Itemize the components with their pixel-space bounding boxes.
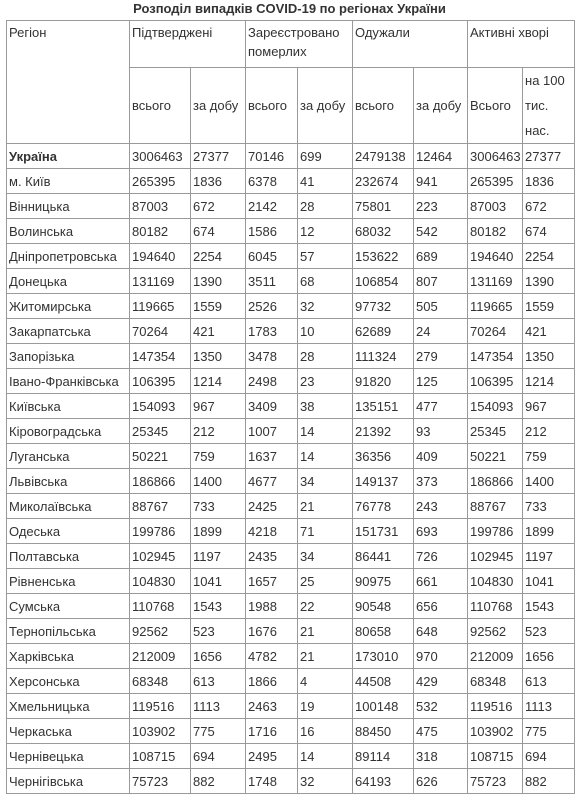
- deaths-total-cell: 3409: [246, 394, 298, 419]
- recovered-per-day-cell: 475: [414, 719, 468, 744]
- recovered-total-cell: 2479138: [353, 144, 414, 169]
- active-total-cell: 88767: [468, 494, 523, 519]
- active-total-cell: 212009: [468, 644, 523, 669]
- active-per-100k-cell: 1899: [523, 519, 575, 544]
- table-row: [7, 194, 575, 219]
- recovered-total-cell: 151731: [353, 519, 414, 544]
- table-row: [7, 669, 575, 694]
- table-row: [7, 244, 575, 269]
- recovered-group-header: Одужали: [353, 21, 468, 68]
- deaths-total-header: всього: [246, 68, 298, 144]
- deaths-total-cell: 6378: [246, 169, 298, 194]
- active-per-100k-cell: 694: [523, 744, 575, 769]
- active-per-100k-cell: 1836: [523, 169, 575, 194]
- recovered-total-cell: 36356: [353, 444, 414, 469]
- recovered-total-cell: 89114: [353, 744, 414, 769]
- deaths-per-day-cell: 12: [298, 219, 353, 244]
- confirmed-total-cell: 106395: [130, 369, 191, 394]
- recovered-per-day-cell: 626: [414, 769, 468, 794]
- region-name-cell: Закарпатська: [7, 319, 130, 344]
- region-name-cell: Сумська: [7, 594, 130, 619]
- table-row: [7, 519, 575, 544]
- recovered-total-cell: 153622: [353, 244, 414, 269]
- table-row: [7, 469, 575, 494]
- active-total-cell: 25345: [468, 419, 523, 444]
- table-row: [7, 544, 575, 569]
- recovered-total-cell: 106854: [353, 269, 414, 294]
- table-row: [7, 344, 575, 369]
- table-row: [7, 694, 575, 719]
- confirmed-total-cell: 108715: [130, 744, 191, 769]
- recovered-per-day-cell: 970: [414, 644, 468, 669]
- deaths-total-cell: 2435: [246, 544, 298, 569]
- confirmed-per-day-cell: 613: [191, 669, 246, 694]
- table-row: [7, 444, 575, 469]
- table-row-total: [7, 144, 575, 169]
- active-per-100k-cell: 523: [523, 619, 575, 644]
- confirmed-per-day-cell: 882: [191, 769, 246, 794]
- deaths-per-day-cell: 34: [298, 469, 353, 494]
- deaths-per-day-cell: 38: [298, 394, 353, 419]
- recovered-total-cell: 75801: [353, 194, 414, 219]
- active-per-100k-cell: 775: [523, 719, 575, 744]
- active-total-cell: 131169: [468, 269, 523, 294]
- active-per-100k-cell: 212: [523, 419, 575, 444]
- recovered-per-day-cell: 409: [414, 444, 468, 469]
- region-column-header: Регіон: [7, 21, 130, 144]
- recovered-per-day-cell: 125: [414, 369, 468, 394]
- recovered-total-cell: 173010: [353, 644, 414, 669]
- region-name-cell: Львівська: [7, 469, 130, 494]
- region-name-cell: Чернігівська: [7, 769, 130, 794]
- active-total-cell: 108715: [468, 744, 523, 769]
- active-per-100k-cell: 1400: [523, 469, 575, 494]
- active-total-cell: 199786: [468, 519, 523, 544]
- recovered-per-day-cell: 693: [414, 519, 468, 544]
- region-name-cell: Дніпропетровська: [7, 244, 130, 269]
- active-total-cell: 80182: [468, 219, 523, 244]
- region-name-cell: Запорізька: [7, 344, 130, 369]
- recovered-per-day-cell: 941: [414, 169, 468, 194]
- active-per-100k-cell: 1214: [523, 369, 575, 394]
- confirmed-per-day-header: за добу: [191, 68, 246, 144]
- confirmed-total-cell: 119516: [130, 694, 191, 719]
- confirmed-total-cell: 212009: [130, 644, 191, 669]
- active-per-100k-cell: 1390: [523, 269, 575, 294]
- deaths-per-day-cell: 68: [298, 269, 353, 294]
- deaths-per-day-cell: 21: [298, 644, 353, 669]
- confirmed-total-cell: 110768: [130, 594, 191, 619]
- active-per-100k-cell: 759: [523, 444, 575, 469]
- confirmed-total-cell: 131169: [130, 269, 191, 294]
- deaths-per-day-cell: 57: [298, 244, 353, 269]
- confirmed-total-cell: 103902: [130, 719, 191, 744]
- deaths-total-cell: 2495: [246, 744, 298, 769]
- confirmed-per-day-cell: 1899: [191, 519, 246, 544]
- recovered-per-day-cell: 807: [414, 269, 468, 294]
- active-total-cell: 104830: [468, 569, 523, 594]
- covid-regions-table: [6, 20, 575, 794]
- confirmed-per-day-cell: 1400: [191, 469, 246, 494]
- deaths-total-cell: 1586: [246, 219, 298, 244]
- table-row: [7, 394, 575, 419]
- recovered-per-day-cell: 24: [414, 319, 468, 344]
- deaths-per-day-cell: 14: [298, 444, 353, 469]
- active-total-cell: 154093: [468, 394, 523, 419]
- recovered-total-cell: 80658: [353, 619, 414, 644]
- recovered-total-cell: 88450: [353, 719, 414, 744]
- active-total-cell: 70264: [468, 319, 523, 344]
- deaths-total-cell: 1007: [246, 419, 298, 444]
- active-per-100k-cell: 1041: [523, 569, 575, 594]
- region-name-cell: Тернопільська: [7, 619, 130, 644]
- recovered-total-cell: 62689: [353, 319, 414, 344]
- region-name-cell: Луганська: [7, 444, 130, 469]
- confirmed-per-day-cell: 694: [191, 744, 246, 769]
- table-row: [7, 169, 575, 194]
- confirmed-total-cell: 102945: [130, 544, 191, 569]
- table-title: Розподіл випадків COVID-19 по регіонах України: [133, 1, 446, 16]
- table-row: [7, 419, 575, 444]
- confirmed-per-day-cell: 27377: [191, 144, 246, 169]
- table-row: [7, 269, 575, 294]
- confirmed-total-cell: 80182: [130, 219, 191, 244]
- region-name-cell: Волинська: [7, 219, 130, 244]
- deaths-per-day-cell: 4: [298, 669, 353, 694]
- recovered-total-cell: 64193: [353, 769, 414, 794]
- recovered-per-day-cell: 279: [414, 344, 468, 369]
- recovered-per-day-cell: 661: [414, 569, 468, 594]
- table-row: [7, 619, 575, 644]
- deaths-total-cell: 1676: [246, 619, 298, 644]
- active-total-cell: 102945: [468, 544, 523, 569]
- confirmed-total-cell: 25345: [130, 419, 191, 444]
- recovered-total-cell: 68032: [353, 219, 414, 244]
- deaths-per-day-header: за добу: [298, 68, 353, 144]
- recovered-total-cell: 21392: [353, 419, 414, 444]
- confirmed-per-day-cell: 759: [191, 444, 246, 469]
- deaths-total-cell: 2463: [246, 694, 298, 719]
- active-per-100k-cell: 1113: [523, 694, 575, 719]
- confirmed-per-day-cell: 1559: [191, 294, 246, 319]
- region-name-cell: м. Київ: [7, 169, 130, 194]
- region-name-cell: Харківська: [7, 644, 130, 669]
- confirmed-per-day-cell: 674: [191, 219, 246, 244]
- region-name-cell: Хмельницька: [7, 694, 130, 719]
- confirmed-total-cell: 147354: [130, 344, 191, 369]
- region-name-cell: Київська: [7, 394, 130, 419]
- deaths-per-day-cell: 19: [298, 694, 353, 719]
- active-per-100k-cell: 674: [523, 219, 575, 244]
- recovered-total-cell: 135151: [353, 394, 414, 419]
- confirmed-per-day-cell: 1390: [191, 269, 246, 294]
- deaths-per-day-cell: 16: [298, 719, 353, 744]
- confirmed-per-day-cell: 1197: [191, 544, 246, 569]
- confirmed-total-cell: 265395: [130, 169, 191, 194]
- deaths-per-day-cell: 32: [298, 294, 353, 319]
- deaths-per-day-cell: 22: [298, 594, 353, 619]
- region-name-cell: Полтавська: [7, 544, 130, 569]
- confirmed-per-day-cell: 1350: [191, 344, 246, 369]
- recovered-per-day-cell: 532: [414, 694, 468, 719]
- confirmed-total-cell: 70264: [130, 319, 191, 344]
- active-total-cell: 119516: [468, 694, 523, 719]
- table-row: [7, 569, 575, 594]
- recovered-per-day-cell: 726: [414, 544, 468, 569]
- recovered-total-cell: 44508: [353, 669, 414, 694]
- table-row: [7, 494, 575, 519]
- table-row: [7, 219, 575, 244]
- deaths-per-day-cell: 10: [298, 319, 353, 344]
- deaths-per-day-cell: 71: [298, 519, 353, 544]
- deaths-per-day-cell: 23: [298, 369, 353, 394]
- region-name-cell: Рівненська: [7, 569, 130, 594]
- deaths-per-day-cell: 14: [298, 744, 353, 769]
- confirmed-group-header: Підтверджені: [130, 21, 246, 68]
- confirmed-total-cell: 199786: [130, 519, 191, 544]
- recovered-total-header: всього: [353, 68, 414, 144]
- confirmed-total-cell: 87003: [130, 194, 191, 219]
- active-group-header: Активні хворі: [468, 21, 575, 68]
- recovered-per-day-cell: 318: [414, 744, 468, 769]
- deaths-per-day-cell: 34: [298, 544, 353, 569]
- recovered-total-cell: 86441: [353, 544, 414, 569]
- confirmed-total-cell: 3006463: [130, 144, 191, 169]
- table-row: [7, 769, 575, 794]
- confirmed-per-day-cell: 672: [191, 194, 246, 219]
- active-total-header: Всього: [468, 68, 523, 144]
- region-name-cell: Одеська: [7, 519, 130, 544]
- confirmed-per-day-cell: 1041: [191, 569, 246, 594]
- recovered-per-day-cell: 12464: [414, 144, 468, 169]
- confirmed-per-day-cell: 1543: [191, 594, 246, 619]
- table-row: [7, 369, 575, 394]
- region-name-cell: Івано-Франківська: [7, 369, 130, 394]
- region-name-cell: Черкаська: [7, 719, 130, 744]
- confirmed-total-cell: 186866: [130, 469, 191, 494]
- deaths-total-cell: 4677: [246, 469, 298, 494]
- recovered-total-cell: 100148: [353, 694, 414, 719]
- region-name-cell: Житомирська: [7, 294, 130, 319]
- deaths-per-day-cell: 699: [298, 144, 353, 169]
- region-name-cell: Донецька: [7, 269, 130, 294]
- confirmed-per-day-cell: 421: [191, 319, 246, 344]
- active-per-100k-cell: 672: [523, 194, 575, 219]
- confirmed-per-day-cell: 212: [191, 419, 246, 444]
- confirmed-total-header: всього: [130, 68, 191, 144]
- deaths-total-cell: 70146: [246, 144, 298, 169]
- deaths-total-cell: 2526: [246, 294, 298, 319]
- recovered-total-cell: 97732: [353, 294, 414, 319]
- confirmed-per-day-cell: 1214: [191, 369, 246, 394]
- deaths-per-day-cell: 21: [298, 494, 353, 519]
- recovered-per-day-cell: 243: [414, 494, 468, 519]
- deaths-total-cell: 2142: [246, 194, 298, 219]
- confirmed-per-day-cell: 775: [191, 719, 246, 744]
- deaths-total-cell: 1716: [246, 719, 298, 744]
- deaths-per-day-cell: 28: [298, 344, 353, 369]
- recovered-per-day-cell: 689: [414, 244, 468, 269]
- deaths-per-day-cell: 28: [298, 194, 353, 219]
- deaths-total-cell: 3478: [246, 344, 298, 369]
- region-name-cell: Україна: [7, 144, 130, 169]
- recovered-per-day-cell: 656: [414, 594, 468, 619]
- deaths-total-cell: 1637: [246, 444, 298, 469]
- active-total-cell: 186866: [468, 469, 523, 494]
- recovered-total-cell: 90548: [353, 594, 414, 619]
- recovered-per-day-cell: 373: [414, 469, 468, 494]
- active-per-100k-cell: 882: [523, 769, 575, 794]
- recovered-per-day-cell: 648: [414, 619, 468, 644]
- deaths-total-cell: 4782: [246, 644, 298, 669]
- active-per-100k-cell: 421: [523, 319, 575, 344]
- deaths-total-cell: 1783: [246, 319, 298, 344]
- deaths-per-day-cell: 32: [298, 769, 353, 794]
- deaths-total-cell: 6045: [246, 244, 298, 269]
- confirmed-total-cell: 75723: [130, 769, 191, 794]
- region-name-cell: Кіровоградська: [7, 419, 130, 444]
- active-per-100k-cell: 1656: [523, 644, 575, 669]
- active-total-cell: 92562: [468, 619, 523, 644]
- recovered-per-day-header: за добу: [414, 68, 468, 144]
- active-per-100k-cell: 27377: [523, 144, 575, 169]
- deaths-per-day-cell: 25: [298, 569, 353, 594]
- active-per-100k-cell: 613: [523, 669, 575, 694]
- recovered-per-day-cell: 477: [414, 394, 468, 419]
- deaths-per-day-cell: 14: [298, 419, 353, 444]
- deaths-per-day-cell: 41: [298, 169, 353, 194]
- active-total-cell: 119665: [468, 294, 523, 319]
- deaths-per-day-cell: 21: [298, 619, 353, 644]
- active-total-cell: 265395: [468, 169, 523, 194]
- active-per-100k-cell: 733: [523, 494, 575, 519]
- active-per-100k-cell: 1350: [523, 344, 575, 369]
- confirmed-per-day-cell: 1836: [191, 169, 246, 194]
- active-per-100k-cell: 967: [523, 394, 575, 419]
- recovered-total-cell: 149137: [353, 469, 414, 494]
- confirmed-per-day-cell: 967: [191, 394, 246, 419]
- deaths-total-cell: 2425: [246, 494, 298, 519]
- active-total-cell: 103902: [468, 719, 523, 744]
- confirmed-total-cell: 194640: [130, 244, 191, 269]
- deaths-total-cell: 1657: [246, 569, 298, 594]
- recovered-total-cell: 90975: [353, 569, 414, 594]
- confirmed-total-cell: 50221: [130, 444, 191, 469]
- active-total-cell: 87003: [468, 194, 523, 219]
- active-per-100k-cell: 1559: [523, 294, 575, 319]
- confirmed-per-day-cell: 1113: [191, 694, 246, 719]
- confirmed-total-cell: 68348: [130, 669, 191, 694]
- recovered-total-cell: 91820: [353, 369, 414, 394]
- header-row-groups: [7, 21, 575, 68]
- table-row: [7, 644, 575, 669]
- confirmed-total-cell: 154093: [130, 394, 191, 419]
- active-total-cell: 68348: [468, 669, 523, 694]
- recovered-total-cell: 232674: [353, 169, 414, 194]
- region-name-cell: Чернівецька: [7, 744, 130, 769]
- region-name-cell: Миколаївська: [7, 494, 130, 519]
- table-row: [7, 319, 575, 344]
- table-row: [7, 294, 575, 319]
- confirmed-per-day-cell: 523: [191, 619, 246, 644]
- deaths-total-cell: 1748: [246, 769, 298, 794]
- confirmed-total-cell: 88767: [130, 494, 191, 519]
- active-total-cell: 110768: [468, 594, 523, 619]
- active-total-cell: 3006463: [468, 144, 523, 169]
- recovered-per-day-cell: 223: [414, 194, 468, 219]
- confirmed-per-day-cell: 733: [191, 494, 246, 519]
- confirmed-total-cell: 104830: [130, 569, 191, 594]
- active-total-cell: 147354: [468, 344, 523, 369]
- recovered-per-day-cell: 93: [414, 419, 468, 444]
- confirmed-per-day-cell: 1656: [191, 644, 246, 669]
- table-row: [7, 744, 575, 769]
- active-per-100k-cell: 1543: [523, 594, 575, 619]
- recovered-per-day-cell: 542: [414, 219, 468, 244]
- active-per-100k-header: на 100 тис. нас.: [523, 68, 575, 144]
- active-total-cell: 75723: [468, 769, 523, 794]
- deaths-total-cell: 1988: [246, 594, 298, 619]
- confirmed-per-day-cell: 2254: [191, 244, 246, 269]
- deaths-total-cell: 4218: [246, 519, 298, 544]
- region-name-cell: Вінницька: [7, 194, 130, 219]
- deaths-total-cell: 1866: [246, 669, 298, 694]
- active-total-cell: 50221: [468, 444, 523, 469]
- region-name-cell: Херсонська: [7, 669, 130, 694]
- confirmed-total-cell: 92562: [130, 619, 191, 644]
- active-total-cell: 106395: [468, 369, 523, 394]
- table-row: [7, 719, 575, 744]
- confirmed-total-cell: 119665: [130, 294, 191, 319]
- table-row: [7, 594, 575, 619]
- deaths-total-cell: 3511: [246, 269, 298, 294]
- recovered-per-day-cell: 429: [414, 669, 468, 694]
- deaths-group-header: Зареєстровано померлих: [246, 21, 353, 68]
- active-per-100k-cell: 1197: [523, 544, 575, 569]
- recovered-total-cell: 76778: [353, 494, 414, 519]
- active-per-100k-cell: 2254: [523, 244, 575, 269]
- deaths-total-cell: 2498: [246, 369, 298, 394]
- active-total-cell: 194640: [468, 244, 523, 269]
- recovered-per-day-cell: 505: [414, 294, 468, 319]
- recovered-total-cell: 111324: [353, 344, 414, 369]
